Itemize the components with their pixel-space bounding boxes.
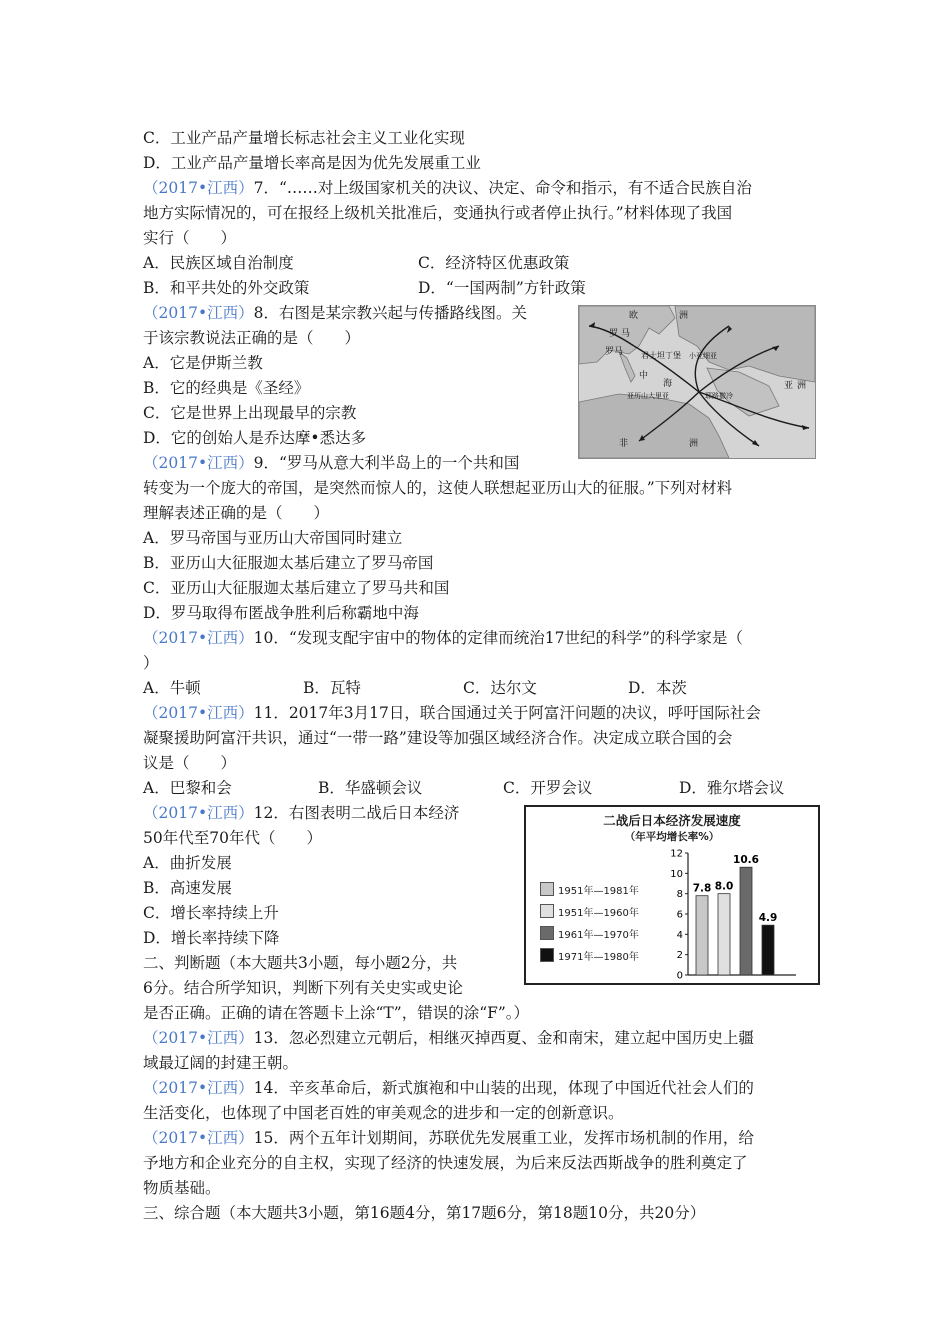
q11-source: （2017•江西） <box>143 704 254 722</box>
q7-line-2: 地方实际情况的，可在报经上级机关批准后，变通执行或者停止执行。”材料体现了我国 <box>143 204 733 222</box>
map-label-europe-2: 洲 <box>679 311 689 321</box>
q13-source: （2017•江西） <box>143 1029 254 1047</box>
legend-swatch-2 <box>540 904 554 918</box>
legend-label-3: 1961年—1970年 <box>558 929 639 941</box>
q12-line-2: 50年代至70年代（ ） <box>143 829 322 847</box>
section-2-line-2: 6分。结合所学知识，判断下列有关史实或史论 <box>143 979 463 997</box>
y-tick-label: 6 <box>676 909 683 921</box>
map-label-alexandria: 亚历山大里亚 <box>627 392 669 400</box>
map-label-asia-1: 亚 <box>784 381 794 391</box>
y-tick-label: 10 <box>670 868 683 880</box>
legend-swatch-4 <box>540 948 554 962</box>
map-label-asia-2: 洲 <box>797 381 807 391</box>
map-label-jerusalem: 耶路撒冷 <box>705 392 733 400</box>
q10-source: （2017•江西） <box>143 629 254 647</box>
map-label-asia-minor: 小亚细亚 <box>689 352 717 360</box>
q9-line-3: 理解表述正确的是（ ） <box>143 504 330 522</box>
y-tick-label: 4 <box>676 929 683 941</box>
legend-item-1961-1970 <box>540 925 639 941</box>
q11-option-c: C．开罗会议 <box>503 779 593 797</box>
q8-option-a: A．它是伊斯兰教 <box>143 354 263 372</box>
q8-option-c: C．它是世界上出现最早的宗教 <box>143 404 357 422</box>
q11-line-2: 凝聚援助阿富汗共识，通过“一带一路”建设等加强区域经济合作。决定成立联合国的会 <box>143 729 733 747</box>
legend-item-1951-1981 <box>540 881 639 897</box>
bar-value-label-3: 10.6 <box>733 854 759 867</box>
q8-line-2: 于该宗教说法正确的是（ ） <box>143 329 361 347</box>
section-2-line-3: 是否正确。正确的请在答题卡上涂“T”，错误的涂“F”。） <box>143 1004 530 1022</box>
q12-source: （2017•江西） <box>143 804 254 822</box>
q9-line-1: （2017•江西）9．“罗马从意大利半岛上的一个共和国 <box>143 454 520 472</box>
q12-option-d: D．增长率持续下降 <box>143 929 280 947</box>
y-tick-label: 8 <box>676 889 683 901</box>
bar-1 <box>696 896 708 975</box>
bar-value-label-2: 8.0 <box>714 880 734 893</box>
section-2-line-1: 二、判断题（本大题共3小题，每小题2分，共 <box>143 954 458 972</box>
q8-option-b: B．它的经典是《圣经》 <box>143 379 310 397</box>
chart-plot-area <box>666 841 806 981</box>
q14-line-1: （2017•江西）14．辛亥革命后，新式旗袍和中山装的出现，体现了中国近代社会人们的 <box>143 1079 754 1097</box>
q7-source: （2017•江西） <box>143 179 254 197</box>
q14-source: （2017•江西） <box>143 1079 254 1097</box>
q10-line-1: （2017•江西）10．“发现支配宇宙中的物体的定律而统治17世纪的科学”的科学家是（ <box>143 629 743 647</box>
q8-option-d: D．它的创始人是乔达摩•悉达多 <box>143 429 367 447</box>
q11-option-b: B．华盛顿会议 <box>318 779 423 797</box>
q9-option-a: A．罗马帝国与亚历山大帝国同时建立 <box>143 529 403 547</box>
map-label-rome-2: 马 <box>621 329 631 339</box>
chart-subtitle: （年平均增长率%） <box>624 831 720 843</box>
q10-options <box>143 676 823 701</box>
legend-label-2: 1951年—1960年 <box>558 907 639 919</box>
bar-value-label-4: 4.9 <box>758 912 778 925</box>
q9-option-b: B．亚历山大征服迦太基后建立了罗马帝国 <box>143 554 434 572</box>
q8-line-1: （2017•江西）8．右图是某宗教兴起与传播路线图。关 <box>143 304 527 322</box>
map-label-europe-1: 欧 <box>629 311 639 321</box>
religion-spread-map <box>578 305 816 459</box>
q12-option-a: A．曲折发展 <box>143 854 232 872</box>
q7-option-c: C．经济特区优惠政策 <box>418 254 570 272</box>
bar-2 <box>718 894 730 975</box>
map-label-constantinople: 君士坦丁堡 <box>641 351 681 360</box>
q14-line-2: 生活变化，也体现了中国老百姓的审美观念的进步和一定的创新意识。 <box>143 1104 624 1122</box>
legend-item-1971-1980 <box>540 947 639 963</box>
q10-line-2: ） <box>143 654 159 672</box>
q9-line-2: 转变为一个庞大的帝国，是突然而惊人的，这使人联想起亚历山大的征服。”下列对材料 <box>143 479 733 497</box>
q9-option-d: D．罗马取得布匿战争胜利后称霸地中海 <box>143 604 419 622</box>
map-label-mediterranean-2: 海 <box>663 379 673 389</box>
q11-option-a: A．巴黎和会 <box>143 779 232 797</box>
q10-option-b: B．瓦特 <box>303 679 361 697</box>
japan-economy-chart <box>524 805 820 985</box>
map-label-africa-2: 洲 <box>689 439 699 449</box>
q7-line-1: （2017•江西）7．“……对上级国家机关的决议、决定、命令和指示，有不适合民族自治 <box>143 179 752 197</box>
q13-line-2: 域最辽阔的封建王朝。 <box>143 1054 299 1072</box>
q9-option-c: C．亚历山大征服迦太基后建立了罗马共和国 <box>143 579 450 597</box>
q11-options <box>143 776 823 801</box>
map-label-rome: 罗马 <box>605 347 624 357</box>
q10-option-d: D．本茨 <box>628 679 687 697</box>
bar-value-label-1: 7.8 <box>692 882 712 895</box>
q11-option-d: D．雅尔塔会议 <box>679 779 785 797</box>
q13-line-1: （2017•江西）13．忽必烈建立元朝后，相继灭掉西夏、金和南宋，建立起中国历史上疆 <box>143 1029 754 1047</box>
q11-line-1: （2017•江西）11．2017年3月17日，联合国通过关于阿富汗问题的决议，呼吁国际社会 <box>143 704 761 722</box>
chart-title: 二战后日本经济发展速度 <box>603 813 741 828</box>
q6-option-d: D．工业产品产量增长率高是因为优先发展重工业 <box>143 154 481 172</box>
q10-option-a: A．牛顿 <box>143 679 201 697</box>
q12-option-c: C．增长率持续上升 <box>143 904 279 922</box>
q15-source: （2017•江西） <box>143 1129 254 1147</box>
bar-4 <box>762 925 774 975</box>
q12-line-1: （2017•江西）12．右图表明二战后日本经济 <box>143 804 460 822</box>
q10-option-c: C．达尔文 <box>463 679 537 697</box>
y-tick-label: 12 <box>670 848 683 860</box>
legend-label-4: 1971年—1980年 <box>558 951 639 963</box>
q7-option-b: B．和平共处的外交政策 <box>143 279 310 297</box>
q7-option-d: D．“一国两制”方针政策 <box>418 279 586 297</box>
section-3-heading: 三、综合题（本大题共3小题，第16题4分，第17题6分，第18题10分，共20分） <box>143 1204 706 1222</box>
q6-option-c: C．工业产品产量增长标志社会主义工业化实现 <box>143 129 465 147</box>
legend-swatch-1 <box>540 882 554 896</box>
y-tick-label: 0 <box>676 970 683 981</box>
q7-option-a: A．民族区域自治制度 <box>143 254 294 272</box>
y-tick-label: 2 <box>676 950 683 962</box>
legend-label-1: 1951年—1981年 <box>558 885 639 897</box>
legend-swatch-3 <box>540 926 554 940</box>
bar-3 <box>740 867 752 975</box>
q8-source: （2017•江西） <box>143 304 254 322</box>
q11-line-3: 议是（ ） <box>143 754 237 772</box>
legend-item-1951-1960 <box>540 903 639 919</box>
q7-options-ac <box>143 251 823 276</box>
q15-line-2: 予地方和企业充分的自主权，实现了经济的快速发展，为后来反法西斯战争的胜利奠定了 <box>143 1154 748 1172</box>
q7-line-3: 实行（ ） <box>143 229 237 247</box>
document-page <box>143 126 823 1226</box>
q15-line-3: 物质基础。 <box>143 1179 221 1197</box>
q12-option-b: B．高速发展 <box>143 879 232 897</box>
map-label-mediterranean-1: 中 <box>639 371 649 381</box>
map-graphic <box>579 306 815 458</box>
map-label-rome-1: 罗 <box>609 329 619 339</box>
map-label-africa-1: 非 <box>619 439 629 449</box>
q9-source: （2017•江西） <box>143 454 254 472</box>
q15-line-1: （2017•江西）15．两个五年计划期间，苏联优先发展重工业，发挥市场机制的作用，给 <box>143 1129 754 1147</box>
q7-options-bd <box>143 276 823 301</box>
